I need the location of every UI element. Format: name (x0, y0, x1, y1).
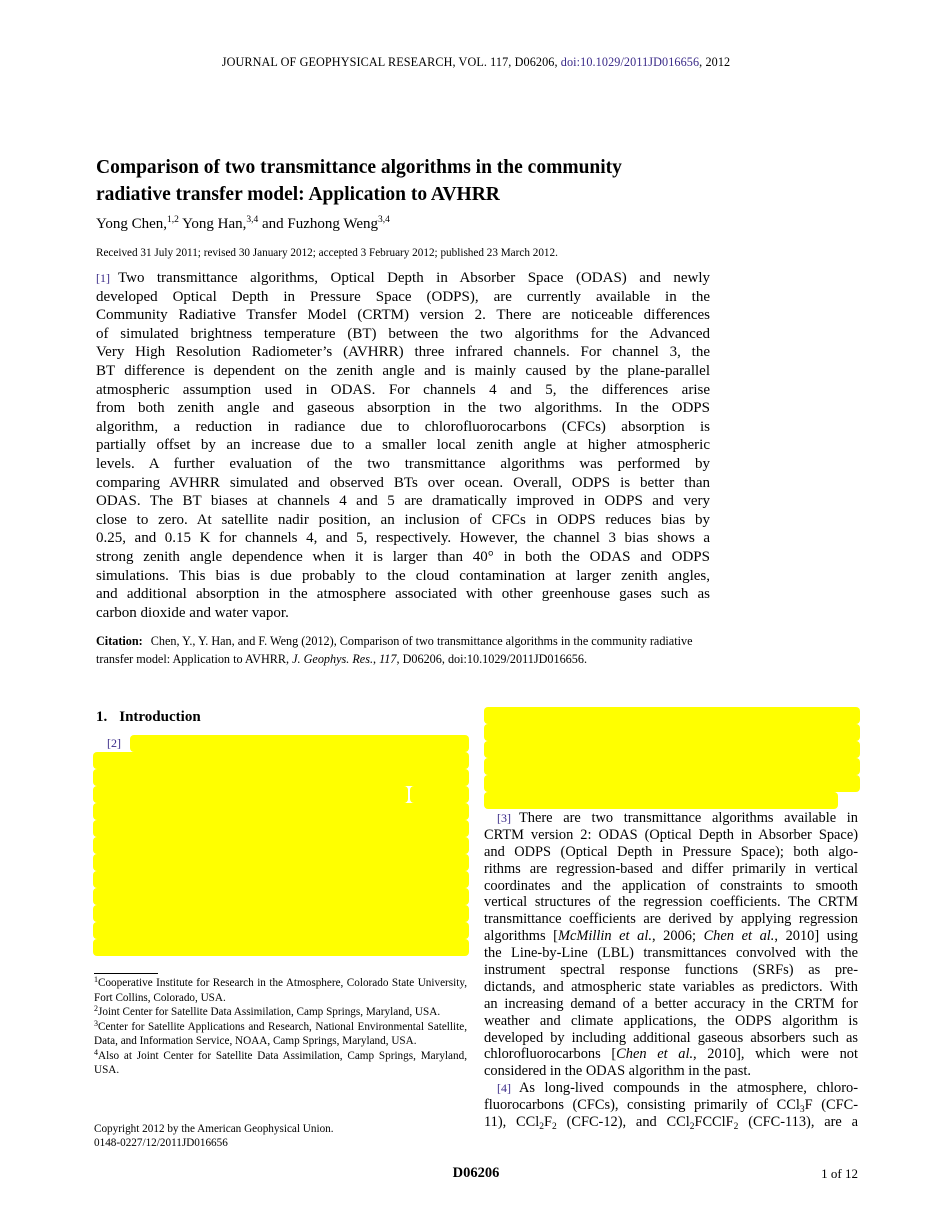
abstract-line: Very High Resolution Radiometer’s (AVHRR) three infrared channels. For channel 3, the (96, 344, 710, 361)
right-column-text (484, 810, 858, 1131)
redaction-highlight (484, 724, 860, 741)
citation-journal: J. Geophys. Res. (292, 652, 374, 666)
page-number: 1 of 12 (821, 1166, 858, 1181)
text-line: [3] There are two transmittance algorithms available in (497, 810, 858, 826)
text-line: developed by including additional gaseous absorbers such as (484, 1029, 858, 1046)
footnote: $^3$Center for Satellite Applications and Research, National Environmental Satellite, Data, and Information Service, NOAA, Camp Springs, Maryland, USA. (94, 1018, 467, 1047)
abstract-line: from both zenith angle and gaseous absorption in the two algorithms. In the ODPS (96, 400, 710, 417)
citation-ref[interactable]: McMillin et al. (557, 928, 652, 945)
author-3: and Fuzhong Weng (258, 216, 379, 232)
redaction-highlight (93, 871, 469, 888)
section-number: 1. (96, 709, 108, 725)
title-line-1: Comparison of two transmittance algorithms in the community (96, 157, 622, 178)
abstract-line: [1] Two transmittance algorithms, Optical Depth in Absorber Space (ODAS) and newly (96, 270, 710, 286)
abstract-line: BT difference is dependent on the zenith angle and is mainly caused by the plane-parallel (96, 362, 710, 379)
author-2: Yong Han, (178, 216, 247, 232)
para-3-number[interactable]: [3] (497, 811, 511, 825)
redaction-highlight (93, 939, 469, 956)
footnote: $^2$Joint Center for Satellite Data Assimilation, Camp Springs, Maryland, USA. (94, 1004, 441, 1018)
text-line: vertical structures of the regression coefficients. The CRTM (484, 894, 858, 911)
abstract-line: simulations. This bias is due probably to the cloud contamination at larger zenith angles, (96, 567, 710, 584)
text-line: dictands, and atmospheric state variables as predictors. With (484, 978, 858, 995)
text-line: CRTM version 2: ODAS (Optical Depth in Absorber Space) (484, 826, 858, 843)
text-line: and ODPS (Optical Depth in Pressure Space); both algo- (484, 843, 858, 860)
author-2-affiliation: 3,4 (246, 215, 259, 225)
author-1: Yong Chen, (96, 216, 167, 232)
text-line: coordinates and the application of constraints to smooth (484, 877, 858, 894)
text-line: 11), $CCl_2F_2$ (CFC-12), and CCl$_2$FCClF$_2$ (CFC-113), are a (484, 1114, 858, 1131)
abstract-line: developed Optical Depth in Pressure Space (ODPS), are currently available in the (96, 288, 710, 305)
journal-year: , 2012 (699, 55, 731, 69)
abstract-line: 0.25, and 0.15 K for channels 4, and 5, respectively. However, the channel 3 bias shows a (96, 530, 710, 547)
para-2-number[interactable]: [2] (107, 736, 121, 750)
text-line: algorithms [McMillin et al., 2006; Chen et al., 2010] using (484, 928, 858, 945)
redaction-highlight (93, 854, 469, 871)
doi-link[interactable]: doi:10.1029/2011JD016656 (560, 55, 700, 69)
text-line: the Line-by-Line (LBL) transmittances convolved with the (484, 945, 858, 962)
redaction-highlight (93, 820, 469, 837)
redaction-highlight (484, 741, 860, 758)
article-id: D06206 (452, 1165, 500, 1181)
abstract-line: Community Radiative Transfer Model (CRTM) version 2. There are noticeable differences (96, 307, 710, 324)
text-line: [4] As long-lived compounds in the atmosphere, chloro- (497, 1080, 858, 1097)
para-4-number[interactable]: [4] (497, 1081, 511, 1096)
author-list (96, 216, 390, 233)
redaction-highlight (484, 758, 860, 775)
redaction-highlight (93, 888, 469, 905)
section-heading (96, 709, 201, 726)
footnote-rule (94, 973, 158, 974)
citation: Citation: Chen, Y., Y. Han, and F. Weng (2012), Comparison of two transmittance algorithms in the community radiative transfer model: Application to AVHRR, J. Geophys. Res., 117, D06206, doi:10.1029/2011JD016656. (96, 634, 693, 666)
text-line: an increasing demand of a better accuracy in the CRTM for (484, 995, 858, 1012)
author-1-affiliation: 1,2 (167, 215, 179, 225)
footnote: $^4$Also at Joint Center for Satellite Data Assimilation, Camp Springs, Maryland, USA. (94, 1047, 467, 1076)
citation-ref[interactable]: Chen et al. (703, 928, 775, 945)
abstract-para-number[interactable]: [1] (96, 271, 110, 285)
paper-title (96, 154, 796, 208)
abstract-line: comparing AVHRR simulated and observed BTs over ocean. Overall, ODPS is better than (96, 474, 710, 491)
abstract-line: and additional absorption in the atmosphere associated with other greenhouse gases such as (96, 586, 710, 603)
abstract-line: ODAS. The BT biases at channels 4 and 5 are dramatically improved in ODPS and very (96, 493, 710, 510)
title-line-2: radiative transfer model: Application to AVHRR (96, 184, 500, 205)
citation-label: Citation: (96, 634, 143, 648)
abstract-line: close to zero. At satellite nadir position, an inclusion of CFCs in ODPS reduces bias by (96, 511, 710, 528)
text-line: fluorocarbons (CFCs), consisting primarily of CCl$_3$F (CFC- (484, 1097, 858, 1115)
copyright-line: Copyright 2012 by the American Geophysical Union. (94, 1123, 334, 1135)
journal-header (0, 55, 952, 70)
abstract (96, 269, 710, 622)
footnote: $^1$Cooperative Institute for Research in the Atmosphere, Colorado State University, Fort Collins, Colorado, USA. (94, 975, 467, 1004)
text-line: weather and climate applications, the ODPS algorithm is (484, 1012, 858, 1029)
citation-ref[interactable]: Chen et al. (616, 1046, 694, 1063)
redaction-highlight (484, 775, 860, 792)
footnotes (94, 976, 467, 1078)
abstract-line: of simulated brightness temperature (BT) between the two algorithms for the Advanced (96, 325, 710, 342)
text-line: considered in the ODAS algorithm in the past. (484, 1063, 751, 1080)
abstract-line: partially offset by an increase due to a smaller local zenith angle at higher atmospheric (96, 437, 710, 454)
abstract-line: strong zenith angle dependence when it is larger than 40° in both the ODAS and ODPS (96, 548, 710, 565)
redaction-highlight (484, 792, 838, 809)
redaction-highlight (93, 837, 469, 854)
redaction-highlight (93, 752, 469, 769)
author-3-affiliation: 3,4 (378, 215, 390, 225)
redaction-highlight (93, 905, 469, 922)
text-line: rithms are regression-based and differ primarily in vertical (484, 860, 858, 877)
text-line: transmittance coefficients are derived by applying regression (484, 911, 858, 928)
abstract-line: levels. A further evaluation of the two transmittance algorithms was performed by (96, 455, 710, 472)
received-dates: Received 31 July 2011; revised 30 January 2012; accepted 3 February 2012; published 23 March 2012. (96, 247, 558, 259)
redaction-highlight (93, 769, 469, 786)
text-line: chlorofluorocarbons [Chen et al., 2010], which were not (484, 1046, 858, 1063)
abstract-line: carbon dioxide and water vapor. (96, 604, 289, 621)
copyright (94, 1122, 334, 1150)
redaction-highlight (484, 707, 860, 724)
issn-line: 0148-0227/12/2011JD016656 (94, 1137, 228, 1149)
abstract-line: atmospheric assumption used in ODAS. For channels 4 and 5, the differences arise (96, 381, 710, 398)
redaction-highlight (130, 735, 469, 752)
text-line: instrument spectral response functions (SRFs) as pre- (484, 962, 858, 979)
section-title: Introduction (119, 709, 201, 725)
redaction-highlight (93, 922, 469, 939)
redaction-highlight (410, 786, 469, 803)
abstract-line: algorithm, a reduction in radiance due to chlorofluorocarbons (CFCs) absorption is (96, 418, 710, 435)
redaction-highlight (93, 803, 469, 820)
journal-name: JOURNAL OF GEOPHYSICAL RESEARCH, VOL. 117, D06206, (221, 55, 558, 69)
citation-text: Chen, Y., Y. Han, and F. Weng (2012), Comparison of two transmittance algorithms in the community radiative (150, 634, 693, 648)
redaction-highlight (93, 786, 408, 803)
citation-volume: 117 (379, 652, 397, 666)
